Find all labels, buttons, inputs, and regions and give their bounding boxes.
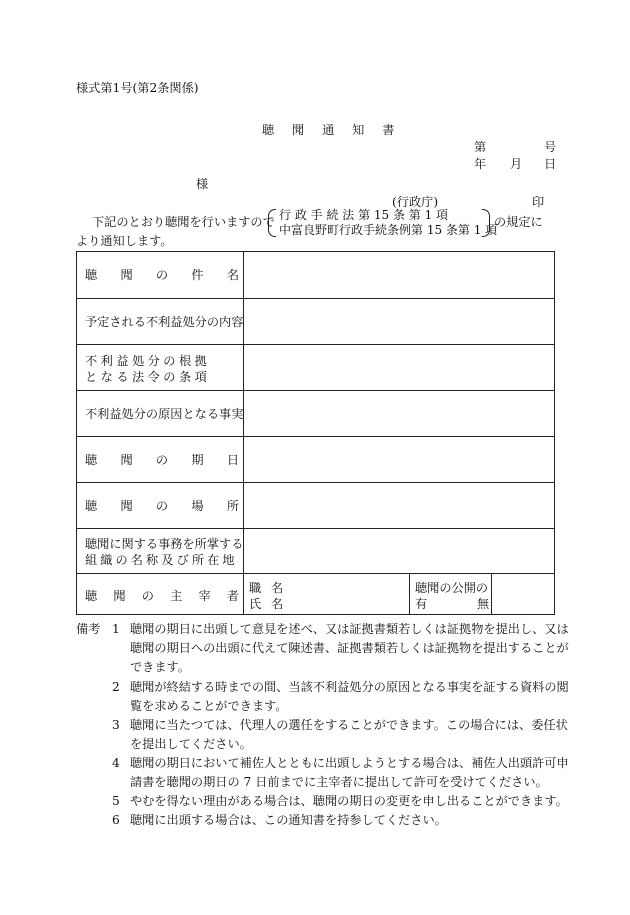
note-line: 聴聞の期日において補佐人とともに出頭しようとする場合は、補佐人出頭許可申 <box>130 756 569 770</box>
label-disposition-content: 予定される不利益処分の内容 <box>85 315 244 329</box>
table-row-subject <box>77 252 554 298</box>
date-day: 日 <box>544 157 557 171</box>
table-row-cause-facts <box>77 390 554 436</box>
law-option-1: 行 政 手 続 法 第 15 条 第 1 項 <box>279 208 449 222</box>
public-column-divider <box>409 574 410 615</box>
note-line: を提出してください。 <box>130 737 252 751</box>
page-title: 聴 聞 通 知 書 <box>262 123 399 137</box>
bracket-left <box>268 209 276 237</box>
public-yes: 有 <box>415 597 428 611</box>
column-divider <box>243 574 244 615</box>
public-value-divider <box>491 574 492 615</box>
label-legal-basis-line2: と な る 法 令 の 条 項 <box>85 370 207 384</box>
column-divider <box>243 483 244 528</box>
table-row-legal-basis <box>77 344 554 390</box>
label-organization-line1: 聴聞に関する事務を所掌する <box>85 537 244 551</box>
notes-heading: 備考 <box>76 622 101 636</box>
doc-number-suffix: 号 <box>544 140 557 154</box>
note-line: できます。 <box>130 660 190 674</box>
table-row-hearing-date <box>77 436 554 482</box>
doc-number-prefix: 第 <box>474 140 487 154</box>
note-line: 聴聞の期日に出頭して意見を述べ、又は証拠書類若しくは証拠物を提出し、又は <box>130 622 569 636</box>
label-presider: 聴 聞 の 主 宰 者 <box>85 589 239 603</box>
note-number: 2 <box>112 680 120 694</box>
note-line: 聴聞の期日への出頭に代えて陳述書、証拠書類若しくは証拠物を提出することが <box>130 641 569 655</box>
note-line: 聴聞が終結する時までの間、当該不利益処分の原因となる事実を証する資料の閲 <box>130 680 569 694</box>
date-year: 年 <box>474 157 487 171</box>
public-no: 無 <box>477 597 490 611</box>
note-line: 聴聞に当たつては、代理人の選任をすることができます。この場合には、委任状 <box>130 718 568 732</box>
public-label: 聴聞の公開の <box>415 581 489 595</box>
note-line: 請書を聴聞の期日の 7 日前までに主宰者に提出して許可を受けてください。 <box>130 775 548 789</box>
column-divider <box>243 252 244 298</box>
column-divider <box>243 437 244 482</box>
bracket-right <box>482 209 490 237</box>
date-month: 月 <box>510 157 523 171</box>
label-subject: 聴 聞 の 件 名 <box>85 268 239 282</box>
note-number: 5 <box>112 794 120 808</box>
note-line: やむを得ない理由がある場合は、聴聞の期日の変更を申し出ることができます。 <box>130 794 568 808</box>
label-hearing-date: 聴 聞 の 期 日 <box>85 453 239 467</box>
presider-name-label: 氏 名 <box>249 597 284 611</box>
note-line: 聴聞に出頭する場合は、この通知書を持参してください。 <box>130 813 447 827</box>
column-divider <box>243 345 244 390</box>
label-cause-facts: 不利益処分の原因となる事実 <box>85 407 244 421</box>
note-number: 6 <box>112 813 120 827</box>
presider-title-label: 職 名 <box>249 581 284 595</box>
note-line: 覧を求めることができます。 <box>130 699 288 713</box>
table-row-organization <box>77 528 554 573</box>
table-row-presider <box>77 573 554 615</box>
note-number: 1 <box>112 622 120 636</box>
label-legal-basis-line1: 不 利 益 処 分 の 根 拠 <box>85 354 207 368</box>
table-row-hearing-place <box>77 482 554 528</box>
column-divider <box>243 299 244 344</box>
intro-tail: の規定に <box>494 215 543 229</box>
note-number: 4 <box>112 756 120 770</box>
intro-line2: より通知します。 <box>76 234 173 248</box>
column-divider <box>243 391 244 436</box>
label-organization-line2: 組 織 の 名 称 及 び 所 在 地 <box>85 553 235 567</box>
addressee-suffix: 様 <box>196 177 209 191</box>
table-row-disposition-content <box>77 298 554 344</box>
law-option-2: 中富良野町行政手続条例第 15 条第 1 項 <box>279 223 498 237</box>
note-number: 3 <box>112 718 120 732</box>
seal-mark: 印 <box>532 195 545 209</box>
hearing-details-table <box>76 251 555 615</box>
label-hearing-place: 聴 聞 の 場 所 <box>85 499 239 513</box>
intro-lead: 下記のとおり聴聞を行いますので <box>92 215 275 229</box>
agency-label: (行政庁) <box>392 195 439 209</box>
column-divider <box>243 529 244 573</box>
form-number: 様式第1号(第2条関係) <box>76 81 199 95</box>
